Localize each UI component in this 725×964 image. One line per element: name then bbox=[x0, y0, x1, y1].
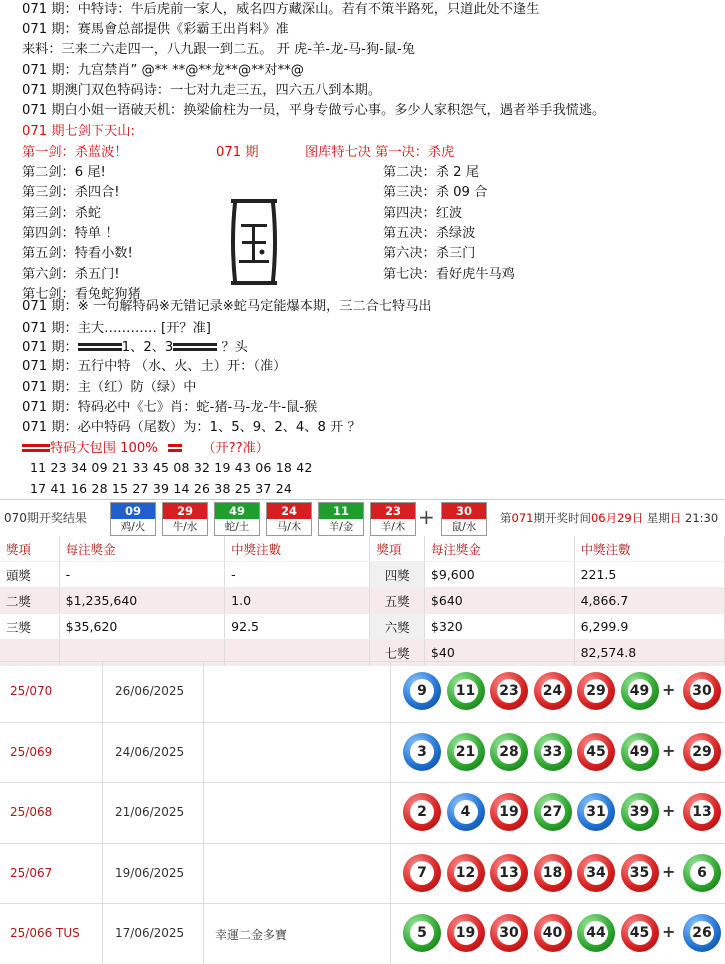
column-divider bbox=[102, 662, 103, 722]
bag-a: 特码大包围 100% bbox=[50, 441, 158, 456]
lottery-ball bbox=[447, 733, 485, 771]
ball-number: 45 bbox=[628, 921, 652, 945]
text-line: 来料：三来二六走四一，八九跟一到二五。 开 虎-羊-龙-马-狗-鼠-兔 bbox=[22, 42, 415, 57]
draw-time bbox=[500, 510, 718, 526]
result-ball bbox=[370, 502, 416, 536]
sword-header-a: 第一剑：杀蓝波！ bbox=[22, 145, 128, 160]
ball-number: 44 bbox=[584, 921, 608, 945]
ball-number: 30 bbox=[690, 679, 714, 703]
lottery-ball bbox=[490, 733, 528, 771]
history-row bbox=[0, 843, 725, 904]
lottery-ball bbox=[621, 854, 659, 892]
ball-zodiac: 牛/水 bbox=[172, 521, 198, 533]
bag-b: （开??准） bbox=[202, 441, 269, 456]
column-divider bbox=[102, 723, 103, 783]
draw-date: 17/06/2025 bbox=[115, 926, 185, 940]
lottery-ball bbox=[621, 733, 659, 771]
info-date: 06月29日 bbox=[590, 511, 644, 525]
sword-header-b: 071 期 bbox=[216, 145, 259, 160]
lottery-ball bbox=[621, 914, 659, 952]
ball-number: 23 bbox=[497, 679, 521, 703]
column-divider bbox=[390, 844, 391, 904]
prize-cell: 二獎 bbox=[0, 588, 59, 614]
ball-number: 45 bbox=[584, 740, 608, 764]
ball-number: 49 bbox=[215, 503, 259, 519]
text-line: 071 期：五行中特 （水、火、土）开：（准） bbox=[22, 359, 287, 374]
jue-item: 第六决：杀三门 bbox=[383, 246, 476, 262]
lottery-ball bbox=[403, 672, 441, 710]
ball-number: 49 bbox=[628, 679, 652, 703]
plus-icon: + bbox=[662, 680, 676, 699]
lottery-ball bbox=[447, 854, 485, 892]
jue-item: 第五决：杀绿波 bbox=[383, 225, 476, 241]
sword-item: 第三剑：杀四合! bbox=[22, 185, 120, 201]
ball-number: 2 bbox=[410, 800, 434, 824]
jue-item: 第七决：看好虎牛马鸡 bbox=[383, 266, 515, 282]
ball-number: 29 bbox=[690, 740, 714, 764]
bars-icon bbox=[168, 442, 182, 454]
ball-number: 29 bbox=[584, 679, 608, 703]
text-line: 071 期：主（红）防（绿）中 bbox=[22, 380, 197, 395]
lottery-ball bbox=[490, 854, 528, 892]
special-ball bbox=[683, 914, 721, 952]
special-ball bbox=[683, 854, 721, 892]
prize-header: 中獎注數 bbox=[574, 536, 724, 562]
lottery-ball bbox=[403, 733, 441, 771]
column-divider bbox=[390, 904, 391, 964]
history-row bbox=[0, 903, 725, 964]
plus-icon: + bbox=[662, 801, 676, 820]
lottery-ball bbox=[490, 672, 528, 710]
ball-number: 11 bbox=[454, 679, 478, 703]
prize-cell: 221.5 bbox=[574, 562, 724, 588]
ball-zodiac: 蛇/土 bbox=[224, 521, 250, 533]
wang-glyph-icon bbox=[228, 196, 280, 288]
ball-number: 12 bbox=[454, 861, 478, 885]
prize-cell: 五獎 bbox=[370, 588, 424, 614]
tail-mid: 1、2、3 bbox=[121, 340, 174, 355]
column-divider bbox=[203, 904, 204, 964]
special-ball bbox=[683, 733, 721, 771]
lottery-ball bbox=[577, 914, 615, 952]
text-line: 071 期白小姐一语破天机：换梁偷柱为一员，平身专做亏心事。多少人家积怨气，遇者举手我慌逃。 bbox=[22, 103, 606, 118]
lottery-ball bbox=[447, 672, 485, 710]
result-ball bbox=[214, 502, 260, 536]
ball-number: 24 bbox=[541, 679, 565, 703]
jue-item: 第三决：杀 09 合 bbox=[383, 185, 488, 201]
lottery-ball bbox=[447, 914, 485, 952]
prize-header: 中獎注數 bbox=[225, 536, 370, 562]
ball-number: 35 bbox=[628, 861, 652, 885]
ball-number: 18 bbox=[541, 861, 565, 885]
ball-number: 7 bbox=[410, 861, 434, 885]
ball-number: 19 bbox=[454, 921, 478, 945]
draw-note: 幸運二金多寶 bbox=[215, 928, 288, 942]
prize-header-row bbox=[0, 536, 725, 562]
prize-header: 獎項 bbox=[370, 536, 424, 562]
prize-cell: $640 bbox=[424, 588, 574, 614]
ball-number: 27 bbox=[541, 800, 565, 824]
result-ball bbox=[110, 502, 156, 536]
ball-number: 21 bbox=[454, 740, 478, 764]
jue-item: 第二决：杀 2 尾 bbox=[383, 165, 479, 180]
plus-icon: + bbox=[662, 922, 676, 941]
plus-icon: + bbox=[418, 505, 435, 529]
draw-date: 24/06/2025 bbox=[115, 744, 185, 759]
ball-number: 9 bbox=[410, 679, 434, 703]
ball-number: 28 bbox=[497, 740, 521, 764]
bars-icon bbox=[173, 341, 217, 353]
prize-row bbox=[0, 588, 725, 614]
lottery-ball bbox=[534, 793, 572, 831]
jue-item: 第四决：红波 bbox=[383, 205, 463, 221]
lottery-ball bbox=[577, 672, 615, 710]
sword-item: 第三剑：杀蛇 bbox=[22, 205, 102, 221]
period-number: 25/069 bbox=[10, 744, 53, 759]
result-ball bbox=[266, 502, 312, 536]
sword-item: 第二剑：6 尾! bbox=[22, 165, 106, 180]
ball-number: 13 bbox=[497, 861, 521, 885]
history-row bbox=[0, 722, 725, 783]
prize-cell: 七獎 bbox=[370, 640, 424, 666]
bars-icon bbox=[78, 341, 122, 353]
ball-number: 39 bbox=[628, 800, 652, 824]
column-divider bbox=[203, 783, 204, 843]
prize-cell: 頭獎 bbox=[0, 562, 59, 588]
sword-item: 第七剑：看兔蛇狗猪 bbox=[22, 286, 141, 302]
ball-zodiac: 马/木 bbox=[276, 521, 302, 533]
prize-cell: 82,574.8 bbox=[574, 640, 724, 666]
ball-number: 09 bbox=[111, 503, 155, 519]
sword-item: 第四剑：特单 ！ bbox=[22, 225, 119, 241]
prize-cell: $1,235,640 bbox=[59, 588, 225, 614]
ball-number: 26 bbox=[690, 921, 714, 945]
prize-cell: 四獎 bbox=[370, 562, 424, 588]
prize-table bbox=[0, 536, 725, 666]
column-divider bbox=[102, 904, 103, 964]
lottery-ball bbox=[534, 672, 572, 710]
ball-number: 31 bbox=[584, 800, 608, 824]
lottery-ball bbox=[490, 793, 528, 831]
tail-line bbox=[22, 338, 248, 358]
history-row bbox=[0, 661, 725, 722]
lottery-ball bbox=[577, 733, 615, 771]
special-ball bbox=[683, 672, 721, 710]
ball-number: 29 bbox=[163, 503, 207, 519]
ball-number: 3 bbox=[410, 740, 434, 764]
lottery-ball bbox=[577, 793, 615, 831]
column-divider bbox=[102, 783, 103, 843]
text-line: 071 期：中特诗：牛后虎前一家人，威名四方藏深山。若有不策半路死，只道此处不逢生 bbox=[22, 2, 540, 17]
sword-item: 第五剑：特看小数! bbox=[22, 246, 133, 262]
tail-suffix: ？头 bbox=[221, 340, 248, 355]
ball-number: 11 bbox=[319, 503, 363, 519]
prize-cell: 6,299.9 bbox=[574, 614, 724, 640]
ball-number: 40 bbox=[541, 921, 565, 945]
prize-cell: $35,620 bbox=[59, 614, 225, 640]
prize-cell: 4,866.7 bbox=[574, 588, 724, 614]
prize-header: 每注獎金 bbox=[59, 536, 225, 562]
text-line: 071 期：赛馬會总部提供《彩霸王出肖料》准 bbox=[22, 22, 289, 37]
ball-zodiac: 鼠/水 bbox=[451, 521, 477, 533]
column-divider bbox=[203, 723, 204, 783]
ball-zodiac: 羊/金 bbox=[328, 521, 354, 533]
tail-prefix: 071 期： bbox=[22, 340, 78, 355]
sword-header-c: 图库特七决 第一决：杀虎 bbox=[305, 145, 455, 160]
draw-date: 21/06/2025 bbox=[115, 805, 185, 819]
prize-cell: 92.5 bbox=[225, 614, 370, 640]
lottery-ball bbox=[621, 672, 659, 710]
sword-item: 第六剑：杀五门! bbox=[22, 266, 120, 282]
info-period: 071 bbox=[511, 511, 534, 525]
prize-header: 獎項 bbox=[0, 536, 59, 562]
special-ball bbox=[683, 793, 721, 831]
lottery-ball bbox=[534, 733, 572, 771]
ball-number: 24 bbox=[267, 503, 311, 519]
text-line: 071 期：必中特码（尾数）为：1、5、9、2、4、8 开 ？ bbox=[22, 420, 361, 435]
period-number: 25/070 bbox=[10, 684, 53, 698]
sword-title: 071 期七剑下天山: bbox=[22, 124, 135, 139]
lottery-ball bbox=[403, 914, 441, 952]
column-divider bbox=[390, 723, 391, 783]
prize-cell: - bbox=[225, 562, 370, 588]
prize-cell: 六獎 bbox=[370, 614, 424, 640]
number-row-2: 17 41 16 28 15 27 39 14 26 38 25 37 24 bbox=[30, 481, 293, 496]
prize-cell: $320 bbox=[424, 614, 574, 640]
ball-zodiac: 羊/木 bbox=[380, 521, 406, 533]
text-line: 071 期：九宫禁肖” @** **@**龙**@**对**@ bbox=[22, 63, 304, 78]
prize-cell: 1.0 bbox=[225, 588, 370, 614]
ball-number: 30 bbox=[497, 921, 521, 945]
lottery-ball bbox=[403, 854, 441, 892]
draw-date: 26/06/2025 bbox=[115, 684, 185, 698]
column-divider bbox=[203, 662, 204, 722]
text-line: 071 期：※ 一句解特码※无错记录※蛇马定能爆本期，三二合七特马出 bbox=[22, 299, 432, 314]
ball-number: 49 bbox=[628, 740, 652, 764]
ball-number: 34 bbox=[584, 861, 608, 885]
info-day: 日 bbox=[669, 511, 682, 525]
prize-row bbox=[0, 562, 725, 588]
text-line: 071 期：主大………… [开？准] bbox=[22, 321, 211, 336]
info-c: 期开奖时间 bbox=[533, 511, 591, 525]
prize-cell: - bbox=[59, 562, 225, 588]
period-number: 25/067 bbox=[10, 865, 53, 880]
result-ball bbox=[318, 502, 364, 536]
info-time: 21:30 bbox=[685, 511, 719, 525]
column-divider bbox=[390, 662, 391, 722]
lottery-ball bbox=[490, 914, 528, 952]
lottery-ball bbox=[621, 793, 659, 831]
column-divider bbox=[390, 783, 391, 843]
prize-cell: 三獎 bbox=[0, 614, 59, 640]
prize-cell: $9,600 bbox=[424, 562, 574, 588]
bag-line bbox=[22, 439, 269, 459]
ball-number: 4 bbox=[454, 800, 478, 824]
lottery-ball bbox=[447, 793, 485, 831]
prize-header: 每注獎金 bbox=[424, 536, 574, 562]
bars-icon bbox=[22, 442, 50, 454]
plus-icon: + bbox=[662, 740, 676, 760]
ball-number: 30 bbox=[442, 503, 486, 519]
prize-cell: $40 bbox=[424, 640, 574, 666]
draw-date: 19/06/2025 bbox=[115, 865, 185, 880]
ball-number: 23 bbox=[371, 503, 415, 519]
text-line: 071 期澳门双色特码诗：一七对九走三五，四六五八到本期。 bbox=[22, 83, 382, 98]
info-a: 第 bbox=[500, 511, 512, 525]
number-row-1: 11 23 34 09 21 33 45 08 32 19 43 06 18 42 bbox=[30, 460, 313, 475]
ball-number: 13 bbox=[690, 800, 714, 824]
column-divider bbox=[203, 844, 204, 904]
column-divider bbox=[102, 844, 103, 904]
result-ball bbox=[162, 502, 208, 536]
lottery-ball bbox=[403, 793, 441, 831]
glyph-label: 王 bbox=[254, 246, 255, 247]
prize-row bbox=[0, 614, 725, 640]
ball-zodiac: 鸡/火 bbox=[120, 521, 146, 533]
ball-number: 6 bbox=[690, 861, 714, 885]
result-bar bbox=[0, 499, 725, 536]
period-number: 25/068 bbox=[10, 805, 53, 819]
special-ball bbox=[441, 502, 487, 536]
result-label: 070期开奖结果 bbox=[4, 511, 87, 525]
lottery-ball bbox=[534, 914, 572, 952]
ball-number: 5 bbox=[410, 921, 434, 945]
plus-icon: + bbox=[662, 861, 676, 881]
lottery-ball bbox=[534, 854, 572, 892]
lottery-ball bbox=[577, 854, 615, 892]
ball-number: 19 bbox=[497, 800, 521, 824]
history-row bbox=[0, 782, 725, 843]
text-line: 071 期：特码必中《七》肖：蛇-猪-马-龙-牛-鼠-猴 bbox=[22, 400, 318, 415]
period-number: 25/066 TUS bbox=[10, 926, 80, 940]
info-e: 星期 bbox=[646, 511, 670, 525]
ball-number: 33 bbox=[541, 740, 565, 764]
